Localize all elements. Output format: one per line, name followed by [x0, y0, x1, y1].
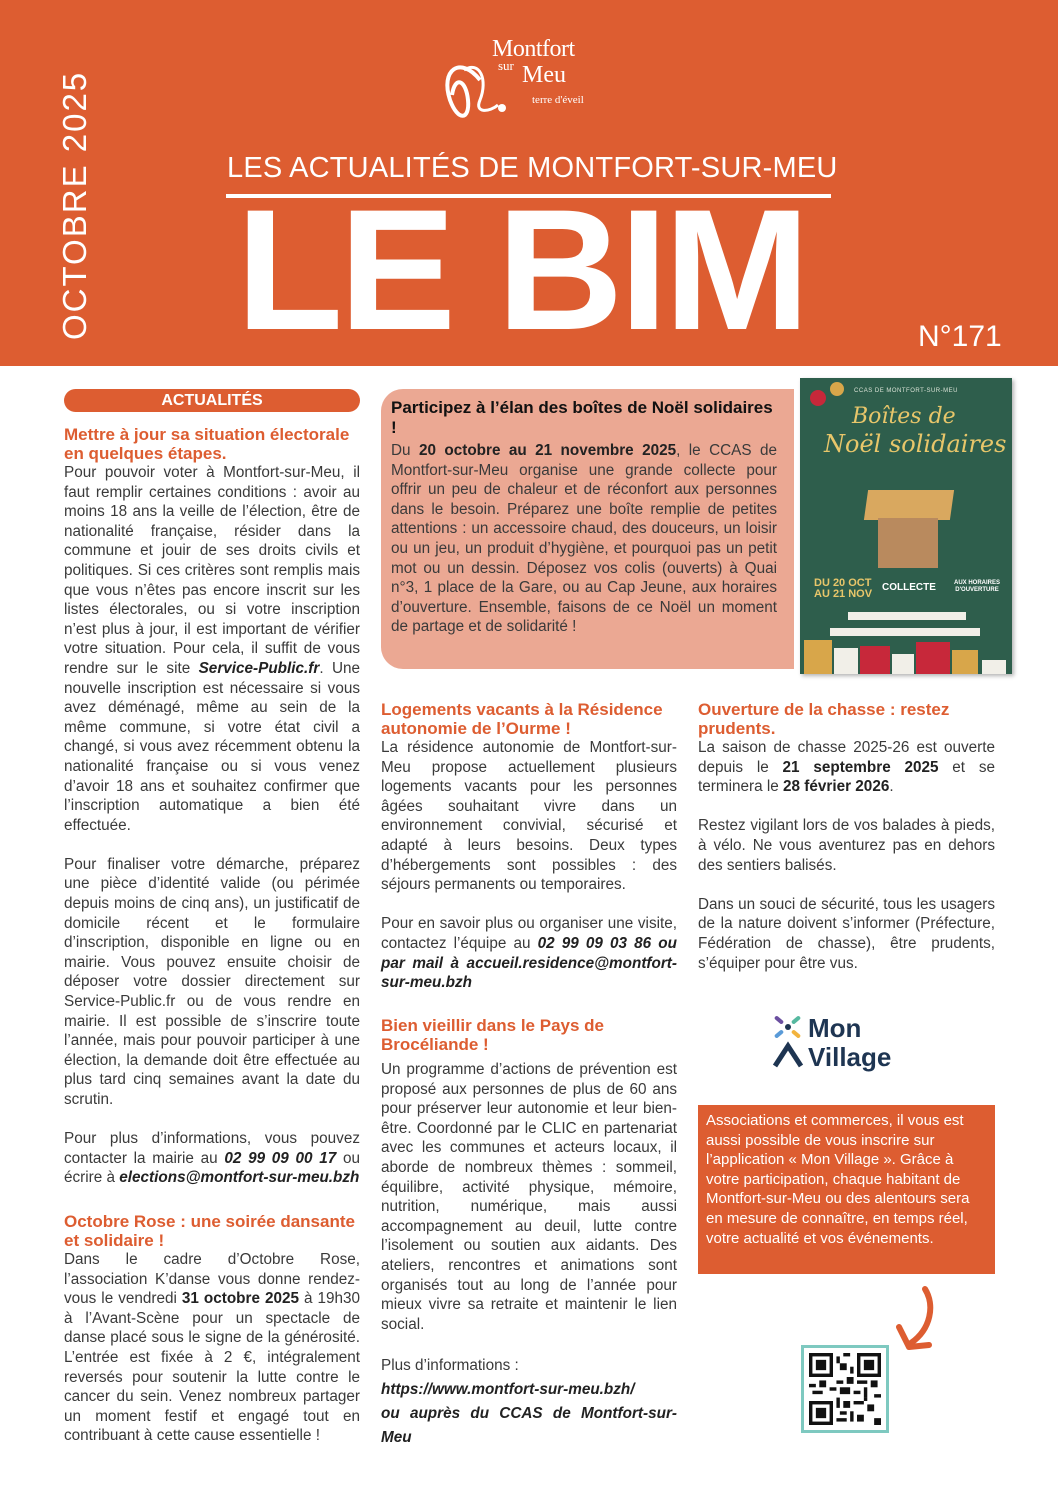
mon-village-wordmark: Mon Village — [808, 1013, 892, 1072]
event-date: 31 octobre 2025 — [181, 1290, 299, 1308]
qr-code-icon — [809, 1353, 881, 1425]
article-title: Octobre Rose : une soirée dansante et solidaire ! — [64, 1211, 355, 1250]
collection-dates: 20 octobre au 21 novembre 2025 — [418, 442, 677, 459]
article-paragraph: Pour en savoir plus ou organiser une visite, contactez l’équipe au 02 99 09 03 86 ou par mail à accueil.residence@montfort-sur-meu.bzh — [381, 915, 677, 992]
issue-number: N°171 — [918, 320, 1002, 353]
article-title: Ouverture de la chasse : restez prudents. — [698, 700, 950, 738]
poster-address-strip — [848, 612, 966, 620]
article-title: Participez à l’élan des boîtes de Noël solidaires ! — [391, 398, 773, 437]
article-paragraph: Pour finaliser votre démarche, préparez une pièce d’identité valide (ou périmée depuis moins de cinq ans), un justificatif de domicile récent et le formulaire d’inscription, disponible en ligne ou en mairie. Vous pouvez ensuite choisir de déposer votre dossier directement sur Service-Public.fr ou de vous rendre en mairie. Il est possible de s’inscrire toute l’année, mais pour pouvoir participer à une élection, la demande doit être effectuée au plus tard cinq semaines avant la date du scrutin. — [64, 855, 360, 1108]
section-label: ACTUALITÉS — [64, 389, 360, 412]
article-paragraph: Un programme d’actions de prévention est proposé aux personnes de plus de 60 ans pour préserver leur autonomie et leur bien-être. Coordonné par le CLIC en partenariat avec les communes et acteurs locaux, il aborde de nombreux thèmes : sommeil, équilibre, activité physique, mémoire, nutrition, numérique, mais aussi accompagnement au deuil, lutte contre l’isolement ou soutien aux aidants. Des ateliers, rencontres et animations sont organisés tout au long de l’année pour mieux vivre sa retraite et maintenir le lien social. — [381, 1061, 677, 1333]
article-paragraph: Restez vigilant lors de vos balades à pieds, à vélo. Ne vous aventurez pas en dehors des sentiers balisés. — [698, 817, 995, 874]
mairie-phone: 02 99 09 00 17 — [224, 1149, 337, 1167]
logo-tagline: terre d'éveil — [532, 94, 584, 106]
article-title: Mettre à jour sa situation électorale en quelques étapes. — [64, 425, 350, 463]
ornament-gold-icon — [830, 382, 844, 396]
article-paragraph: Du 20 octobre au 21 novembre 2025, le CCAS de Montfort-sur-Meu organise une grande collecte pour offrir un peu de chaleur et de réconfort aux personnes dans le besoin. Préparez une boîte remplie de petites attentions : un accessoire chaud, des douceurs, un loisir ou un jeu, un produit d’hygiène, et pourquoi pas un petit mot ou un dessin. Déposez vos colis (ouverts) à Quai n°3, 1 place de la Gare, ou au Cap Jeune, aux horaires d’ouverture. Ensemble, faisons de ce Noël un moment de partage et de solidarité ! — [391, 442, 777, 636]
service-public-link[interactable]: Service-Public.fr — [198, 659, 320, 677]
issue-date: OCTOBRE 2025 — [56, 70, 93, 340]
mon-village-logo — [772, 1014, 922, 1078]
logo-text-sur: sur — [498, 58, 514, 73]
poster-hours: AUX HORAIRES D'OUVERTURE — [953, 580, 1000, 593]
logo-text-meu: Meu — [522, 62, 566, 88]
masthead-subtitle: LES ACTUALITÉS DE MONTFORT-SUR-MEU — [227, 152, 838, 184]
masthead-title: LE BIM — [236, 174, 807, 366]
mon-village-callout: Associations et commerces, il vous est aussi possible de vous inscrire sur l’application « Mon Village ». Grâce à votre participation, chaque habitant de Montfort-sur-Meu ou des alentours sera en mesure de connaître, en temps réel, votre actualité et vos événements. — [698, 1105, 995, 1274]
article-paragraph: Dans le cadre d’Octobre Rose, l’association K’danse vous donne rendez-vous le vendredi 31 octobre 2025 à 19h30 à l’Avant-Scène pour un spectacle de danse placé sous le signe de la générosité. L’entrée est fixée à 2 €, intégralement reversés pour soutenir la lutte contre le cancer du sein. Venez nombreux partager un moment festif et engagé tout en contribuant à cette cause essentielle ! — [64, 1250, 361, 1445]
noel-poster-image — [800, 378, 1012, 674]
elections-email-link[interactable]: elections@montfort-sur-meu.bzh — [119, 1169, 360, 1187]
montfort-logo — [440, 36, 600, 131]
season-start-date: 21 septembre 2025 — [782, 758, 939, 776]
article-noel — [391, 398, 777, 637]
gifts-illustration-icon — [800, 634, 1012, 674]
more-info-label: Plus d’informations : — [381, 1356, 519, 1374]
poster-dates: DU 20 OCT AU 21 NOV — [814, 577, 873, 600]
poster-org: CCAS DE MONTFORT-SUR-MEU — [854, 388, 958, 394]
article-title: Bien vieillir dans le Pays de Brocéliande ! — [381, 1016, 604, 1054]
article-paragraph: Dans un souci de sécurité, tous les usagers de la nature doivent s’informer (Préfecture, Fédération de chasse), être prudents, s’équiper pour être vus. — [698, 895, 995, 972]
arrow-down-left-icon — [895, 1285, 945, 1355]
cardboard-box-icon — [878, 518, 938, 568]
article-title: Logements vacants à la Résidence autonomie de l’Ourme ! — [381, 700, 663, 738]
article-bien-vieillir — [381, 1016, 677, 1450]
poster-title-2: Noël solidaires — [824, 430, 1007, 458]
ccas-contact: ou auprès du CCAS de Montfort-sur-Meu — [381, 1404, 677, 1446]
article-paragraph: Pour plus d’informations, vous pouvez contacter la mairie au 02 99 09 00 17 ou écrire à elections@montfort-sur-meu.bzh — [64, 1130, 360, 1187]
masthead — [0, 0, 1058, 366]
article-elections — [64, 425, 360, 1446]
poster-collecte: COLLECTE — [882, 582, 936, 593]
article-logements — [381, 700, 677, 993]
article-paragraph: La saison de chasse 2025-26 est ouverte depuis le 21 septembre 2025 et se terminera le 28 février 2026. — [698, 739, 995, 796]
article-chasse — [698, 700, 995, 973]
mon-village-mark-icon — [772, 1014, 806, 1070]
gift-contents-icon — [864, 490, 954, 520]
season-end-date: 28 février 2026 — [783, 778, 890, 796]
poster-title-1: Boîtes de — [852, 404, 956, 429]
residence-contact[interactable]: 02 99 09 03 86 ou par mail à accueil.residence@montfort-sur-meu.bzh — [381, 934, 677, 992]
article-paragraph: La résidence autonomie de Montfort-sur-Meu propose actuellement plusieurs logements vacants pour les personnes âgées souhaitant vivre dans un environnement convivial, sécurisé et adapté à leurs besoins. Deux types d’hébergements sont possibles : des séjours permanents ou temporaires. — [381, 739, 677, 894]
logo-text-montfort: Montfort — [492, 36, 575, 62]
website-link[interactable]: https://www.montfort-sur-meu.bzh/ — [381, 1380, 635, 1398]
ornament-red-icon — [810, 390, 826, 406]
mon-village-qr-code[interactable] — [801, 1345, 889, 1433]
article-paragraph: Pour pouvoir voter à Montfort-sur-Meu, il faut remplir certaines conditions : avoir au moins 18 ans la veille de l’élection, être de nationalité française, résider dans la commune et jouir de ses droits civils et politiques. Si ces critères sont remplis mais que vous n’êtes pas encore inscrit sur les listes électorales, ou si votre inscription n’est plus à jour, il est important de vérifier votre situation. Pour cela, il suffit de vous rendre sur le site Service-Public.fr. Une nouvelle inscription est nécessaire si vous avez déménagé, même au sein de la même commune, si votre état civil a changé, si vous avez récemment obtenu la nationalité française ou si vous venez d’avoir 18 ans et souhaitez confirmer que l’inscription automatique a bien été effectuée. — [64, 464, 361, 834]
